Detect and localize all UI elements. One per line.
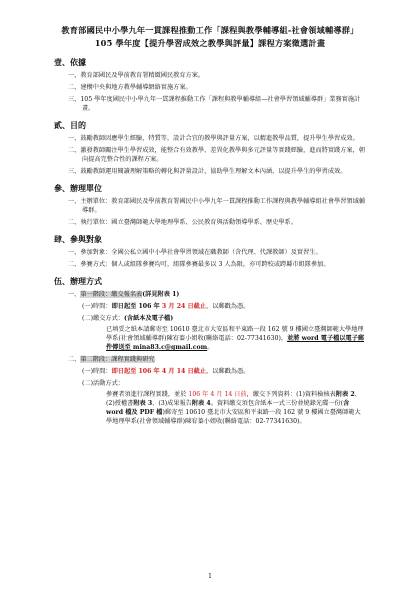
stage-2-detail-attachment-3: 附表 3 [133,400,153,407]
stage-2-time [60,367,366,376]
stage-2-detail-attachment-2: 附表 2 [335,391,355,398]
title-line-2: 105 學年度【提升學習成效之教學與評量】課程方案徵選計畫 [94,38,326,48]
stage-1-time-suffix: ，以郵戳為憑。 [206,303,250,310]
section-1-item-1: 一、教育部國民及學前教育署精緻國民教育方案。 [68,72,205,79]
stage-2-detail-c: 、(2)授權書 [106,391,361,407]
stage-1-label-suffix: (詳見附表 1) [142,291,180,298]
section-4-item-1: 一、參加對象：全國公私立國中小學社會學習領域在職教師（含代理、代課教師）及實習生。 [68,249,322,256]
stage-2-detail-attachment-4: 附表 4 [191,400,211,407]
document-title [54,24,366,50]
stage-1-deadline: 3 月 24 日截止 [161,303,207,310]
stage-1-method [60,314,366,323]
page-number: 1 [208,573,212,580]
stage-1-time-bold: 即日起至 106 年 [111,303,162,310]
stage-1-label-text: 第一階段：繳交報名表 [80,291,143,298]
section-1-item-2: 二、建構中央與地方教學輔導網絡實施方案。 [68,84,192,91]
section-4-item-2: 二、參賽方式：個人或組隊參賽均可，組隊參賽最多以 3 人為限，亦可跨校或跨縣市組隊參加。 [68,261,330,268]
stage-2-detail [54,390,366,426]
section-4-heading: 肆、參與對象 [54,234,102,244]
stage-1-time-prefix: (一)時間： [82,303,112,310]
stage-2-deadline: 即日起至 106 年 4 月 14 日截止 [111,368,207,375]
stage-2-detail-e: 。資料繳交須包含紙本一式三份並燒錄光碟一份( [210,400,344,407]
section-2-item-1: 一、鼓勵教師因應學生經驗、特質等，設計合宜的教學與評量方案，以精進教學品質，提升學生學習成效。 [68,135,359,142]
section-1-item-3: 三、105 學年度國民中小學九年一貫課程推動工作「課程與教學輔導組—社會學習領域輔導群」業務實施計畫。 [68,96,361,112]
stage-2-detail-b: ，繳交下列資料：(1)資料檢核表 [246,391,336,398]
stage-1-label [60,290,366,299]
stage-2-label-text: 第二階段：課程實踐與研究 [80,356,155,363]
stage-2-detail-deadline: 106 年 4 月 14 日前 [188,391,247,398]
title-line-1: 教育部國民中小學九年一貫課程推動工作「課程與教學輔導組-社會領域輔導群」 [61,25,359,35]
stage-2-detail-d: 、(3)成果報告 [152,400,192,407]
stage-2-label [60,355,366,364]
section-2-item-2: 二、激發教師關注學生學習成效，能整合有效教學、差異化教學與多元評量等實踐經驗，進而將實踐方案，朝向提高完整合性的課程方案。 [68,147,365,163]
stage-1-detail-end: 。 [207,344,214,351]
section-2-item-3: 三、鼓勵教師運用閱讀理解策略的轉化與評量設計，協助學生理解文本內涵，以提升學生的學習成效。 [68,168,347,175]
stage-1-method-bold: (含紙本及電子檔) [123,315,174,322]
section-3-item-2: 二、執行單位：國立臺灣師範大學地理學系、公民教育與活動領導學系、歷史學系。 [68,219,297,226]
stage-1-detail-main: 已填妥之紙本請郵寄至 10610 臺北市大安區和平東路一段 162 號 9 樓國立臺灣師範大學地理學系(社會領域輔導群)陳宥蓁小姐收(聯絡電話：02-77341630)， [106,326,364,342]
stage-2-label-prefix: 二、 [68,356,81,363]
stage-1-time [60,302,366,311]
stage-1-label-prefix: 一、 [68,291,81,298]
stage-2-method: (二)活動方式： [82,380,124,387]
stage-2-detail-file-format: 含 word 檔及 PDF 檔 [106,400,350,416]
stage-1-method-prefix: (二)繳交方式： [82,315,124,322]
stage-2-detail-a: 參賽者須進行課程實踐，並於 [106,391,189,398]
section-2-heading: 貳、目的 [54,120,86,130]
section-3-heading: 參、辦理單位 [54,183,102,193]
section-1-heading: 壹、依據 [54,57,86,67]
stage-2-time-prefix: (一)時間： [82,368,112,375]
stage-1-detail-email-link[interactable]: 並將 word 電子檔以電子郵件傳送至 mina83.c@gmail.com [106,335,365,351]
stage-2-detail-f: )郵寄至 10610 臺北市大安區和平東路一段 162 號 9 樓國立臺灣師範大學地理學系(社會領域輔導群)陳宥蓁小姐收(聯絡電話：02-77341630)。 [106,409,361,425]
stage-2-time-suffix: ，以郵戳為憑。 [206,368,250,375]
section-3-item-1: 一、主辦單位：教育部國民及學前教育署國民中小學九年一貫課程推動工作課程與教學輔導組社會學習領域輔導群。 [68,198,365,214]
section-5-heading: 伍、辦理方式 [54,276,102,286]
stage-1-detail [54,325,366,352]
